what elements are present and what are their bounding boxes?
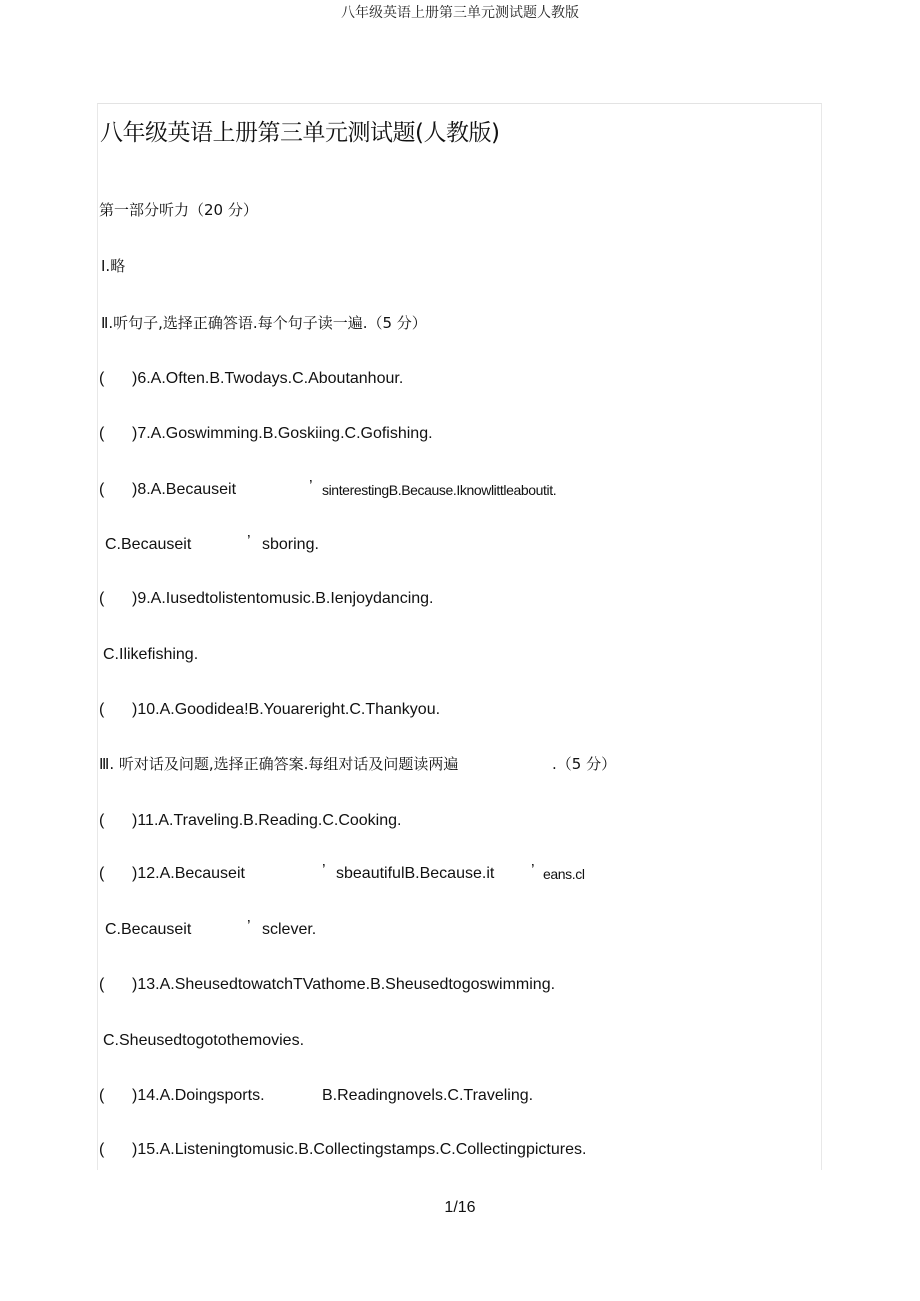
answer-blank: ( [99, 701, 105, 718]
content-frame [97, 103, 822, 1170]
section-two-heading: Ⅱ.听句子,选择正确答语.每个句子读一遍.（5 分） [101, 314, 427, 332]
question-13: )13.A.SheusedtowatchTVathome.B.Sheusedtogoswimming. [132, 976, 556, 993]
question-10: )10.A.Goodidea!B.Youareright.C.Thankyou. [132, 701, 441, 718]
apostrophe: ’ [322, 862, 326, 879]
question-14-options-bc: B.Readingnovels.C.Traveling. [322, 1087, 534, 1104]
section-three-score: .（5 分） [552, 755, 617, 773]
question-12-option-b: sbeautifulB.Because.it [336, 865, 495, 882]
question-8-option-b: sinterestingB.Because.Iknowlittleaboutit. [322, 482, 557, 498]
question-12: )12.A.Becauseit [132, 865, 245, 882]
apostrophe: ’ [531, 862, 535, 879]
question-14: )14.A.Doingsports. [132, 1087, 265, 1104]
question-15: )15.A.Listeningtomusic.B.Collectingstamps.C.Collectingpictures. [132, 1141, 587, 1158]
question-9-option-c: C.Ilikefishing. [103, 646, 199, 663]
question-7: )7.A.Goswimming.B.Goskiing.C.Gofishing. [132, 425, 433, 442]
question-8-option-c: C.Becauseit [105, 536, 192, 553]
answer-blank: ( [99, 1087, 105, 1104]
question-11: )11.A.Traveling.B.Reading.C.Cooking. [132, 812, 402, 829]
answer-blank: ( [99, 481, 105, 498]
question-12-option-c: C.Becauseit [105, 921, 192, 938]
question-8: )8.A.Becauseit [132, 481, 237, 498]
answer-blank: ( [99, 1141, 105, 1158]
answer-blank: ( [99, 425, 105, 442]
page-number: 1/16 [444, 1199, 476, 1216]
question-9: )9.A.Iusedtolistentomusic.B.Ienjoydancing. [132, 590, 434, 607]
apostrophe: ’ [247, 918, 251, 935]
answer-blank: ( [99, 865, 105, 882]
part-one-heading: 第一部分听力（20 分） [99, 201, 258, 219]
answer-blank: ( [99, 370, 105, 387]
running-header: 八年级英语上册第三单元测试题人教版 [341, 5, 579, 21]
section-one-heading: Ⅰ.略 [101, 257, 126, 275]
apostrophe: ’ [247, 533, 251, 550]
apostrophe: ’ [309, 478, 313, 495]
question-12-option-b-end: eans.cl [543, 866, 585, 882]
question-13-option-c: C.Sheusedtogotothemovies. [103, 1032, 305, 1049]
answer-blank: ( [99, 590, 105, 607]
question-12-option-c-end: sclever. [262, 921, 317, 938]
document-title: 八年级英语上册第三单元测试题(人教版) [100, 120, 500, 146]
answer-blank: ( [99, 976, 105, 993]
answer-blank: ( [99, 812, 105, 829]
section-three-heading: Ⅲ. 听对话及问题,选择正确答案.每组对话及问题读两遍 [99, 755, 459, 773]
question-6: )6.A.Often.B.Twodays.C.Aboutanhour. [132, 370, 404, 387]
question-8-option-c-end: sboring. [262, 536, 319, 553]
